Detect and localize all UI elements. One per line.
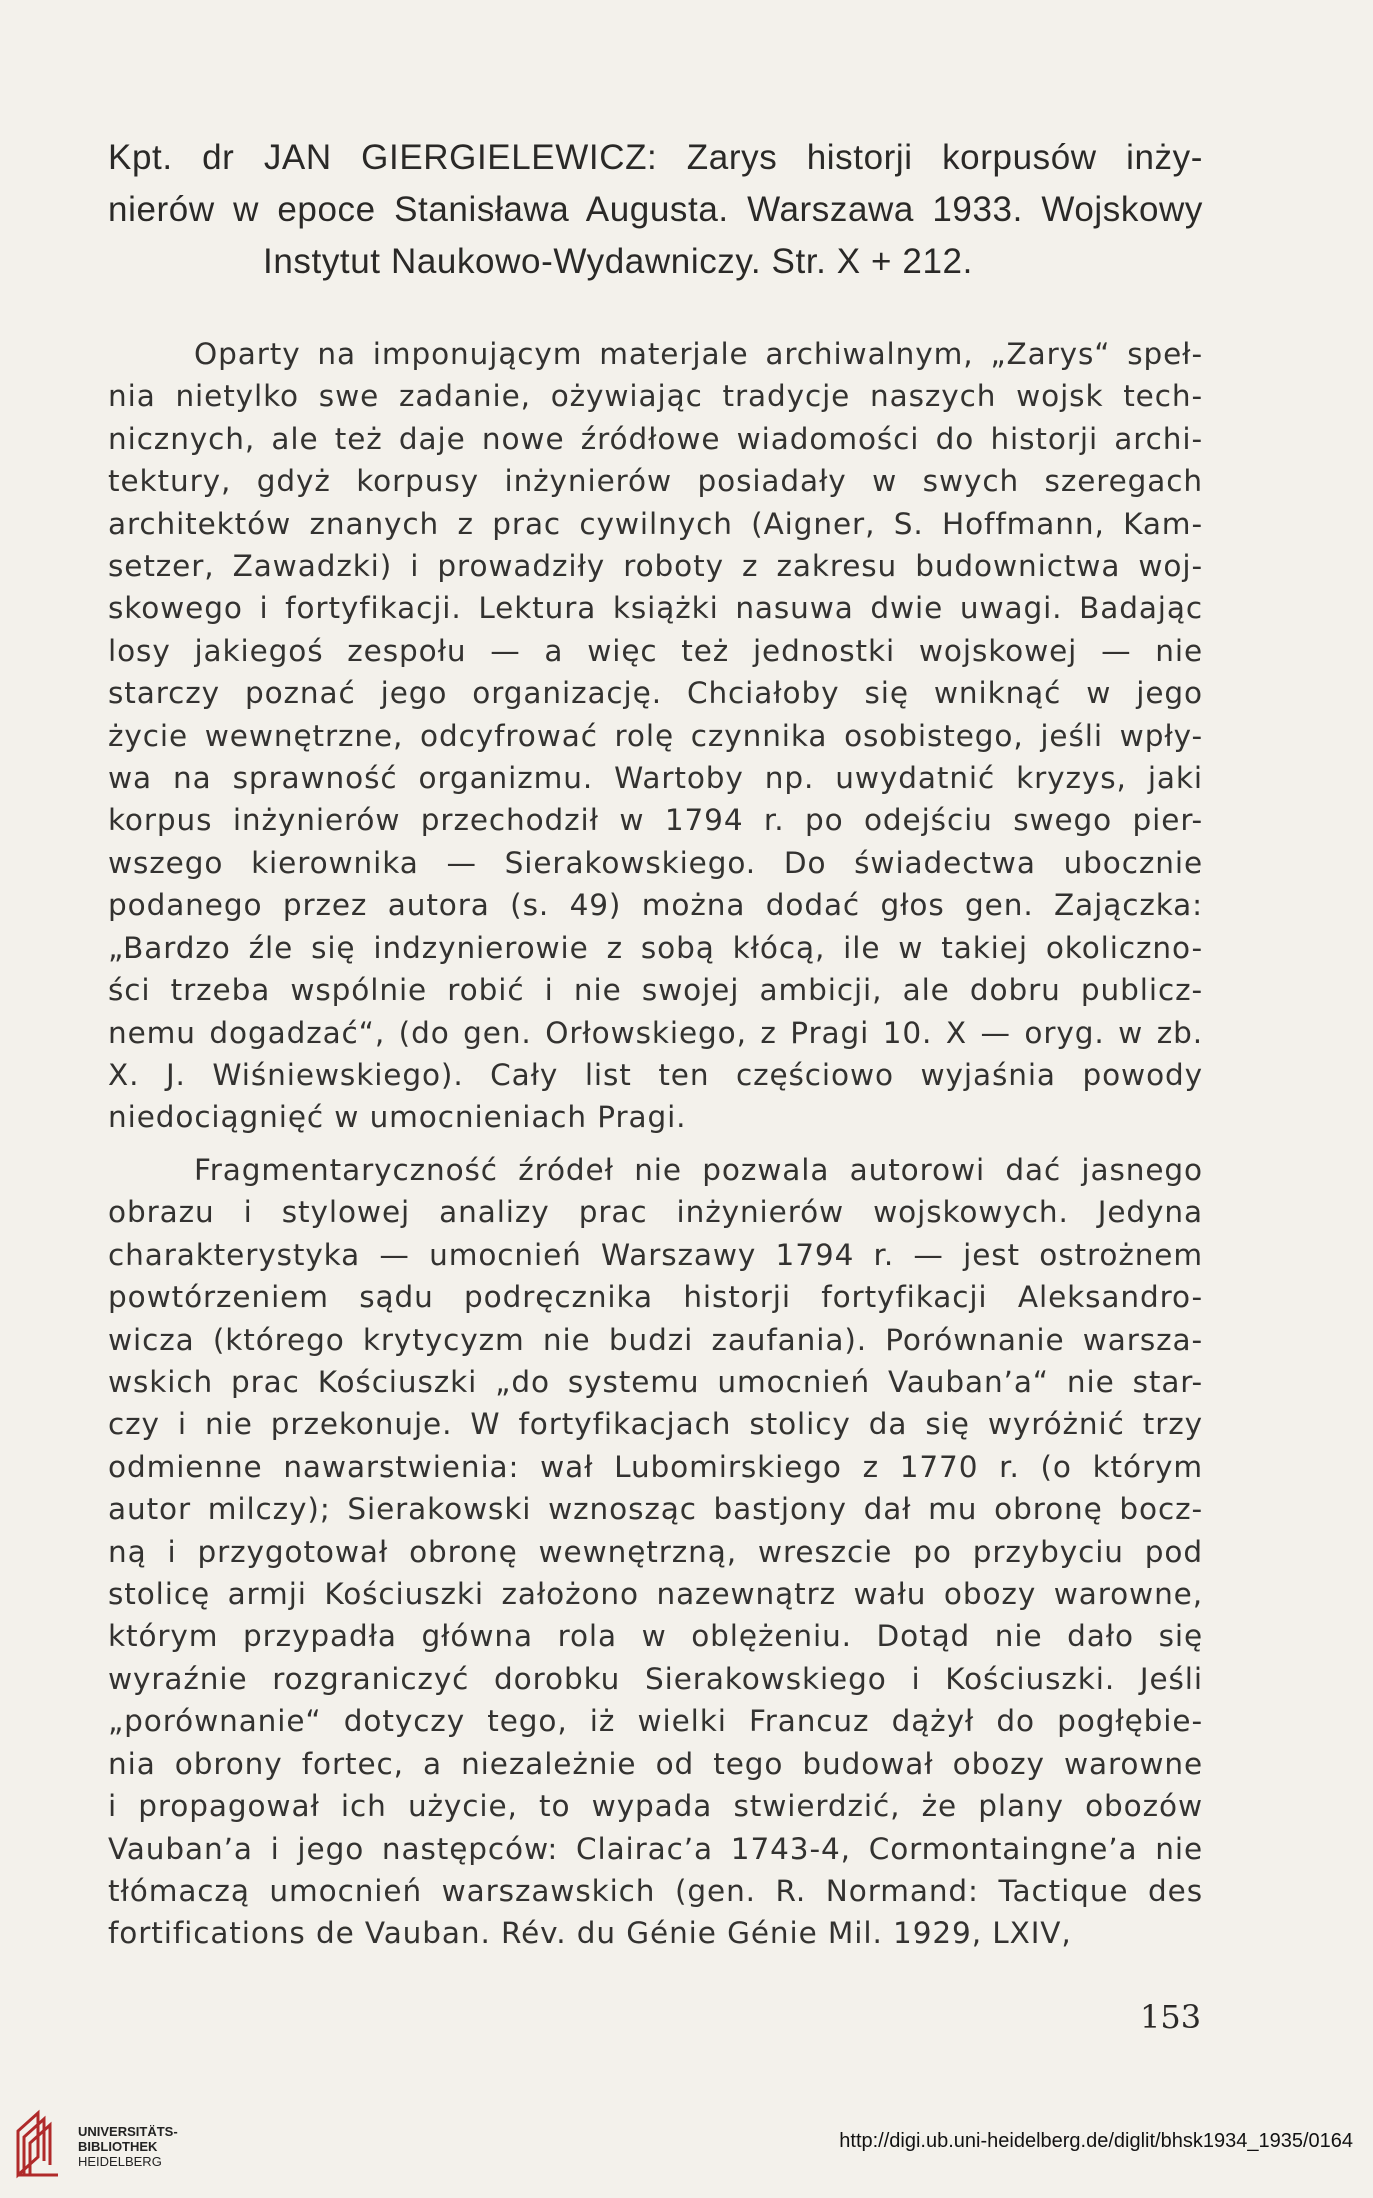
text-line: nia obrony fortec, a niezależnie od tego budował obozy warowne — [108, 1746, 1203, 1781]
text-line: architektów znanych z prac cywilnych (Aigner, S. Hoffmann, Kam- — [108, 506, 1203, 541]
text-line: i propagował ich użycie, to wypada stwierdzić, że plany obozów — [108, 1789, 1203, 1824]
text-line: tektury, gdyż korpusy inżynierów posiadały w swych szeregach — [108, 464, 1203, 499]
heading-line: Kpt. dr JAN GIERGIELEWICZ: Zarys historji korpusów inży- — [108, 138, 1203, 177]
text-line: Vauban’a i jego następców: Clairac’a 1743-4, Cormontaingne’a nie — [108, 1831, 1203, 1866]
text-line: ną i przygotował obronę wewnętrzną, wreszcie po przybyciu pod — [108, 1534, 1203, 1569]
text-line: powtórzeniem sądu podręcznika historji fortyfikacji Aleksandro- — [108, 1280, 1203, 1315]
text-line: skowego i fortyfikacji. Lektura książki nasuwa dwie uwagi. Badając — [108, 591, 1203, 626]
text-line: nemu dogadzać“, (do gen. Orłowskiego, z Pragi 10. X — oryg. w zb. — [108, 1015, 1203, 1050]
text-line: setzer, Zawadzki) i prowadziły roboty z zakresu budownictwa woj- — [108, 549, 1203, 584]
university-library-logo-icon — [12, 2105, 66, 2181]
page-number: 153 — [1140, 1998, 1202, 2036]
institution-line: HEIDELBERG — [78, 2154, 162, 2169]
review-heading — [108, 132, 1203, 288]
text-line: którym przypadła główna rola w oblężeniu. Dotąd nie dało się — [108, 1619, 1203, 1654]
text-line: wszego kierownika — Sierakowskiego. Do świadectwa ubocznie — [108, 845, 1203, 880]
text-line: nia nietylko swe zadanie, ożywiając tradycje naszych wojsk tech- — [108, 379, 1203, 414]
text-line: czy i nie przekonuje. W fortyfikacjach stolicy da się wyróżnić trzy — [108, 1407, 1203, 1442]
paragraph-2 — [108, 1149, 1203, 1955]
institution-line: UNIVERSITÄTS- — [78, 2124, 178, 2139]
text-line: obrazu i stylowej analizy prac inżynierów wojskowych. Jedyna — [108, 1195, 1203, 1230]
text-line: wicza (którego krytycyzm nie budzi zaufania). Porównanie warsza- — [108, 1322, 1203, 1357]
text-line: korpus inżynierów przechodził w 1794 r. po odejściu swego pier- — [108, 803, 1203, 838]
text-line: stolicę armji Kościuszki założono nazewnątrz wału obozy warowne, — [108, 1577, 1203, 1612]
text-line: ści trzeba wspólnie robić i nie swojej ambicji, ale dobru publicz- — [108, 973, 1203, 1008]
paragraph-1 — [108, 333, 1203, 1139]
text-line: Oparty na imponującym materjale archiwalnym, „Zarys“ speł- — [194, 337, 1203, 371]
heading-line: Instytut Naukowo-Wydawniczy. Str. X + 212. — [263, 242, 973, 281]
text-line: X. J. Wiśniewskiego). Cały list ten częściowo wyjaśnia powody — [108, 1057, 1203, 1092]
institution-line: BIBLIOTHEK — [78, 2139, 158, 2154]
text-line: losy jakiegoś zespołu — a więc też jednostki wojskowej — nie — [108, 633, 1203, 668]
text-line: Fragmentaryczność źródeł nie pozwala autorowi dać jasnego — [194, 1153, 1203, 1187]
source-url-link[interactable]: http://digi.ub.uni-heidelberg.de/diglit/bhsk1934_1935/0164 — [839, 2130, 1353, 2152]
institution-name — [78, 2124, 178, 2169]
text-line: „porównanie“ dotyczy tego, iż wielki Francuz dążył do pogłębie- — [108, 1704, 1203, 1739]
text-line: charakterystyka — umocnień Warszawy 1794 r. — jest ostrożnem — [108, 1237, 1203, 1272]
text-line: wyraźnie rozgraniczyć dorobku Sierakowskiego i Kościuszki. Jeśli — [108, 1661, 1203, 1696]
text-line: autor milczy); Sierakowski wznosząc bastjony dał mu obronę bocz- — [108, 1492, 1203, 1527]
text-line: życie wewnętrzne, odcyfrować rolę czynnika osobistego, jeśli wpły- — [108, 718, 1203, 753]
heading-line: nierów w epoce Stanisława Augusta. Warszawa 1933. Wojskowy — [108, 190, 1203, 229]
text-line: odmienne nawarstwienia: wał Lubomirskiego z 1770 r. (o którym — [108, 1449, 1203, 1484]
text-line: wskich prac Kościuszki „do systemu umocnień Vauban’a“ nie star- — [108, 1365, 1203, 1400]
text-line: niedociągnięć w umocnieniach Pragi. — [108, 1100, 687, 1135]
text-line: tłómaczą umocnień warszawskich (gen. R. Normand: Tactique des — [108, 1873, 1203, 1908]
text-line: podanego przez autora (s. 49) można dodać głos gen. Zajączka: — [108, 888, 1203, 923]
text-line: fortifications de Vauban. Rév. du Génie Génie Mil. 1929, LXIV, — [108, 1916, 1072, 1951]
text-line: „Bardzo źle się indzynierowie z sobą kłócą, ile w takiej okoliczno- — [108, 930, 1203, 965]
text-line: nicznych, ale też daje nowe źródłowe wiadomości do historji archi- — [108, 421, 1203, 456]
text-line: starczy poznać jego organizację. Chciałoby się wniknąć w jego — [108, 676, 1203, 711]
text-line: wa na sprawność organizmu. Wartoby np. uwydatnić kryzys, jaki — [108, 761, 1203, 796]
